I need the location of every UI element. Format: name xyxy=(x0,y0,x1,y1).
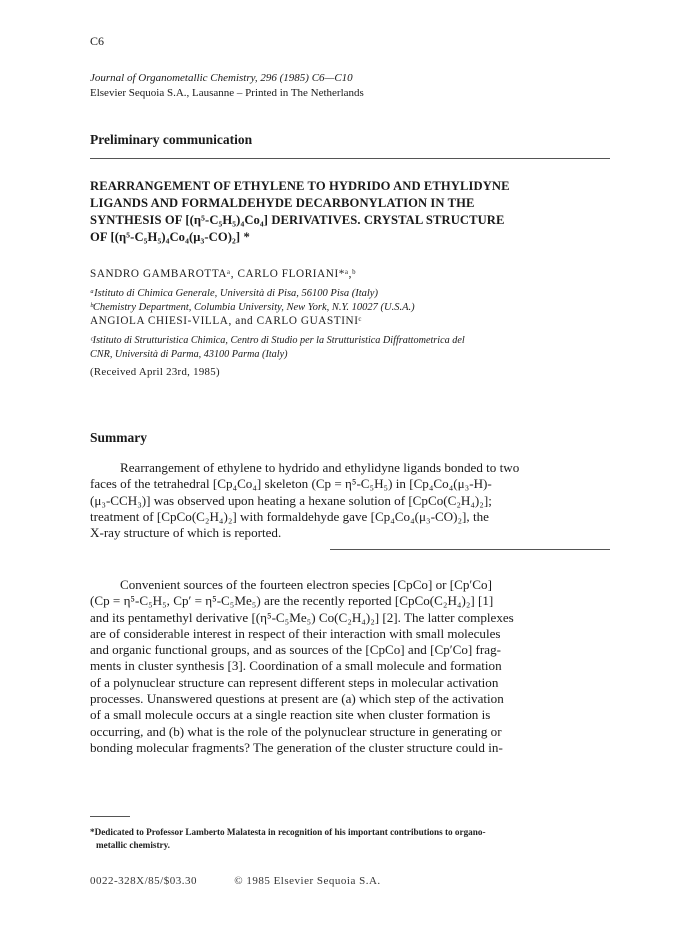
body-line: Convenient sources of the fourteen electron species [CpCo] or [Cp′Co] xyxy=(120,577,492,592)
summary-text xyxy=(90,460,610,541)
summary-line: X-ray structure of which is reported. xyxy=(90,525,282,541)
summary-heading: Summary xyxy=(90,430,147,445)
title-line: SYNTHESIS OF [(η⁵-C₅H₅)₄Co₄] DERIVATIVES. CRYSTAL STRUCTURE xyxy=(90,213,505,227)
journal-info xyxy=(90,71,364,101)
body-line: are of considerable interest in respect of their interaction with small molecules xyxy=(90,625,501,641)
summary-line: (μ₃-CCH₃)] was observed upon heating a hexane solution of [CpCo(C₂H₄)₂]; xyxy=(90,492,492,508)
article-title xyxy=(90,178,610,246)
affiliation-a: ᵃIstituto di Chimica Generale, Università di Pisa, 56100 Pisa (Italy) xyxy=(90,288,378,299)
footnote xyxy=(90,826,610,852)
title-line: REARRANGEMENT OF ETHYLENE TO HYDRIDO AND ETHYLIDYNE xyxy=(90,179,510,193)
page-number: C6 xyxy=(90,34,105,48)
section-label: Preliminary communication xyxy=(90,132,253,147)
footnote-divider xyxy=(90,816,130,817)
affiliation-c-cont: CNR, Università di Parma, 43100 Parma (Italy) xyxy=(90,349,288,360)
body-line: and organic functional groups, and as sources of the [CpCo] and [Cp′Co] frag- xyxy=(90,642,501,658)
body-line: occurring, and (b) what is the role of the polynuclear structure in generating or xyxy=(90,723,502,739)
body-line: bonding molecular fragments? The generation of the cluster structure could in- xyxy=(90,739,503,755)
journal-citation: Journal of Organometallic Chemistry, 296 (1985) C6—C10 xyxy=(90,72,353,84)
summary-divider xyxy=(330,549,610,550)
footnote-line: *Dedicated to Professor Lamberto Malatesta in recognition of his important contributions to organo- xyxy=(90,827,486,837)
summary-line: Rearrangement of ethylene to hydrido and ethylidyne ligands bonded to two xyxy=(120,460,520,475)
body-line: (Cp = η⁵-C₅H₅, Cp′ = η⁵-C₅Me₅) are the recently reported [CpCo(C₂H₄)₂] [1] xyxy=(90,593,494,609)
body-line: ments in cluster synthesis [3]. Coordination of a small molecule and formation xyxy=(90,658,502,674)
body-line: and its pentamethyl derivative [(η⁵-C₅Me₅) Co(C₂H₄)₂] [2]. The latter complexes xyxy=(90,609,514,625)
body-line: of a small molecule occurs at a single reaction site when cluster formation is xyxy=(90,707,491,723)
publisher-line: Elsevier Sequoia S.A., Lausanne – Printed in The Netherlands xyxy=(90,87,364,99)
author-list-2: ANGIOLA CHIESI-VILLA, and CARLO GUASTINIᶜ xyxy=(90,315,363,327)
footnote-line: metallic chemistry. xyxy=(96,840,170,850)
affiliation-block-2 xyxy=(90,334,465,362)
received-date: (Received April 23rd, 1985) xyxy=(90,366,220,378)
issn-price: 0022-328X/85/$03.30 xyxy=(90,875,197,887)
body-line: processes. Unanswered questions at present are (a) which step of the activation xyxy=(90,691,504,707)
affiliation-block-1 xyxy=(90,287,415,315)
copyright-notice: © 1985 Elsevier Sequoia S.A. xyxy=(234,875,381,887)
summary-line: treatment of [CpCo(C₂H₄)₂] with formaldehyde gave [Cp₄Co₄(μ₃-CO)₂], the xyxy=(90,508,489,524)
affiliation-b: ᵇChemistry Department, Columbia University, New York, N.Y. 10027 (U.S.A.) xyxy=(90,302,415,313)
affiliation-c: ᶜIstituto di Strutturistica Chimica, Centro di Studio per la Strutturistica Diffrattometrica del xyxy=(90,335,465,346)
body-text xyxy=(90,577,610,756)
summary-line: faces of the tetrahedral [Cp₄Co₄] skeleton (Cp = η⁵-C₅H₅) in [Cp₄Co₄(μ₃-H)- xyxy=(90,476,492,492)
page-footer xyxy=(90,875,381,887)
author-list-1: SANDRO GAMBAROTTAᵃ, CARLO FLORIANI*ᵃ,ᵇ xyxy=(90,268,357,280)
title-line: LIGANDS AND FORMALDEHYDE DECARBONYLATION IN THE xyxy=(90,196,475,210)
section-divider xyxy=(90,158,610,159)
body-line: of a polynuclear structure can represent different steps in molecular activation xyxy=(90,674,499,690)
title-line: OF [(η⁵-C₅H₅)₄Co₄(μ₃-CO)₂] * xyxy=(90,230,250,244)
